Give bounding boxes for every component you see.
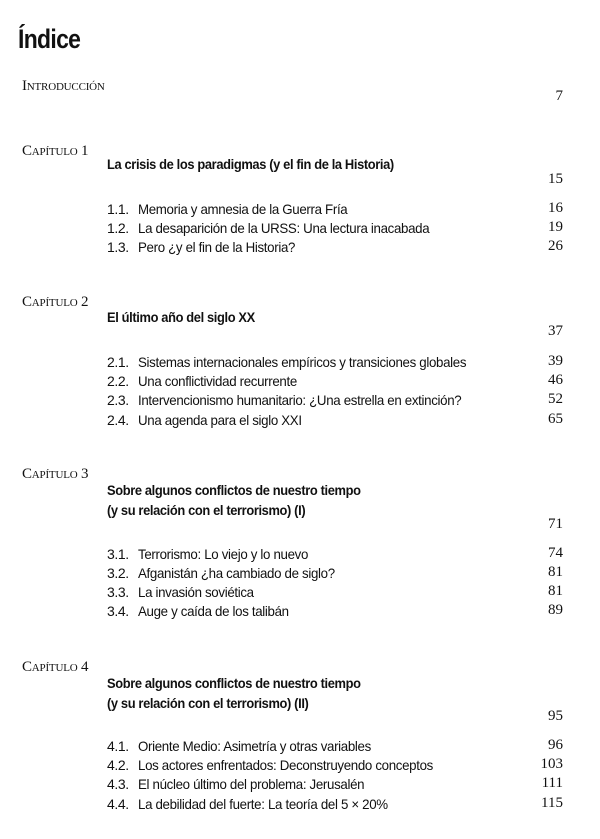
section-page: 89 [548,602,563,618]
chapter-title: (y su relación con el terrorismo) (I) [107,502,306,518]
chapter-page: 37 [548,323,563,339]
section-number: 3.3. [107,584,129,600]
section-number: 2.1. [107,354,129,370]
section-number: 2.3. [107,392,129,408]
section-number: 1.3. [107,239,129,255]
section-page: 115 [541,795,563,811]
chapter-label: Capítulo 2 [22,294,89,310]
section-number: 4.3. [107,776,129,792]
section-title: Memoria y amnesia de la Guerra Fría [138,201,348,217]
section-page: 111 [541,775,563,791]
chapter-page: 71 [548,516,563,532]
section-number: 4.4. [107,796,129,812]
section-title: Afganistán ¿ha cambiado de siglo? [138,565,335,581]
chapter-title: Sobre algunos conflictos de nuestro tiempo [107,675,361,691]
section-title: Oriente Medio: Asimetría y otras variables [138,738,371,754]
section-page: 26 [548,238,563,254]
section-title: Una conflictividad recurrente [138,373,297,389]
section-page: 52 [548,391,563,407]
chapter-title: (y su relación con el terrorismo) (II) [107,695,309,711]
section-page: 81 [548,583,563,599]
chapter-label: Capítulo 1 [22,143,89,159]
section-page: 65 [548,411,563,427]
chapter-title: La crisis de los paradigmas (y el fin de la Historia) [107,156,394,172]
chapter-page: 15 [548,171,563,187]
section-number: 3.4. [107,603,129,619]
section-page: 103 [540,756,563,772]
section-number: 2.2. [107,373,129,389]
page-title: Índice [18,24,81,54]
section-number: 4.1. [107,738,129,754]
intro-page: 7 [555,88,563,104]
section-title: Los actores enfrentados: Deconstruyendo conceptos [138,757,433,773]
section-number: 3.1. [107,546,129,562]
chapter-label: Capítulo 3 [22,466,89,482]
section-title: Terrorismo: Lo viejo y lo nuevo [138,546,309,562]
section-title: Sistemas internacionales empíricos y transiciones globales [138,354,467,370]
section-title: La desaparición de la URSS: Una lectura inacabada [138,220,430,236]
section-page: 16 [548,200,563,216]
section-number: 4.2. [107,757,129,773]
section-title: El núcleo último del problema: Jerusalén [138,776,365,792]
section-page: 74 [548,545,563,561]
chapter-title: El último año del siglo XX [107,309,255,325]
section-title: Intervencionismo humanitario: ¿Una estrella en extinción? [138,392,462,408]
section-number: 1.1. [107,201,129,217]
section-page: 96 [548,737,563,753]
section-title: Una agenda para el siglo XXI [138,412,302,428]
chapter-title: Sobre algunos conflictos de nuestro tiempo [107,482,361,498]
section-title: La invasión soviética [138,584,254,600]
section-title: La debilidad del fuerte: La teoría del 5 × 20% [138,796,388,812]
section-page: 81 [548,564,563,580]
section-number: 2.4. [107,412,129,428]
section-page: 46 [548,372,563,388]
section-title: Auge y caída de los talibán [138,603,289,619]
intro-label: Introducción [22,78,105,94]
section-number: 3.2. [107,565,129,581]
chapter-label: Capítulo 4 [22,659,89,675]
section-title: Pero ¿y el fin de la Historia? [138,239,296,255]
section-page: 39 [548,353,563,369]
chapter-page: 95 [548,708,563,724]
section-page: 19 [548,219,563,235]
section-number: 1.2. [107,220,129,236]
